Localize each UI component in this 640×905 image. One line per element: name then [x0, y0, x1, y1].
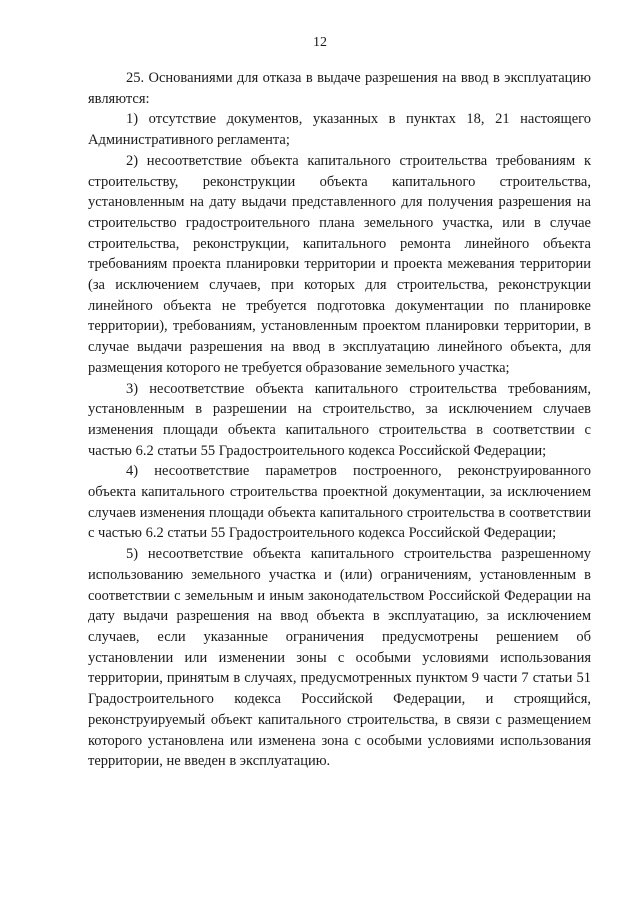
paragraph-25-intro: 25. Основаниями для отказа в выдаче разрешения на ввод в эксплуатацию являются: [88, 70, 591, 107]
paragraph-item-1: 1) отсутствие документов, указанных в пунктах 18, 21 настоящего Административного регламента; [88, 111, 591, 149]
paragraph-item-3: 3) несоответствие объекта капитального строительства требованиям, установленным в разрешении на строительство, за исключением случаев изменения площади объекта капитального строительства в соответствии с частью 6.2 статьи 55 Градостроительного кодекса Российской Федерации; [88, 380, 591, 459]
paragraph-item-4: 4) несоответствие параметров построенного, реконструированного объекта капитального строительства проектной документации, за исключением случаев изменения площади объекта капитального строительства в соответствии с частью 6.2 статьи 55 Градостроительного кодекса Российской Федерации; [88, 463, 591, 542]
paragraph-item-2: 2) несоответствие объекта капитального строительства требованиям к строительству, реконструкции объекта капитального строительства, установленным на дату выдачи представленного для получения разрешения на строительство градостроительного плана земельного участка, или в случае строительства, реконструкции, капитального ремонта линейного объекта требованиям проекта планировки территории и проекта межевания территории (за исключением случаев, при которых для строительства, реконструкции линейного объекта не требуется подготовка документации по планировке территории), требованиям, установленным проектом планировки территории, в случае выдачи разрешения на ввод в эксплуатацию линейного объекта, для размещения которого не требуется образование земельного участка; [88, 152, 591, 376]
page-number: 12 [313, 35, 327, 50]
document-body [88, 68, 591, 772]
paragraph-item-5: 5) несоответствие объекта капитального строительства разрешенному использованию земельного участка и (или) ограничениям, установленным в соответствии с земельным и иным законодательством Российской Федерации на дату выдачи разрешения на ввод объекта в эксплуатацию, за исключением случаев, если указанные ограничения предусмотрены решением об установлении или изменении зоны с особыми условиями использования территории, принятым в случаях, предусмотренных пунктом 9 части 7 статьи 51 Градостроительного кодекса Российской Федерации, и строящийся, реконструируемый объект капитального строительства, в связи с размещением которого установлена или изменена зона с особыми условиями использования территории, не введен в эксплуатацию. [88, 546, 591, 770]
